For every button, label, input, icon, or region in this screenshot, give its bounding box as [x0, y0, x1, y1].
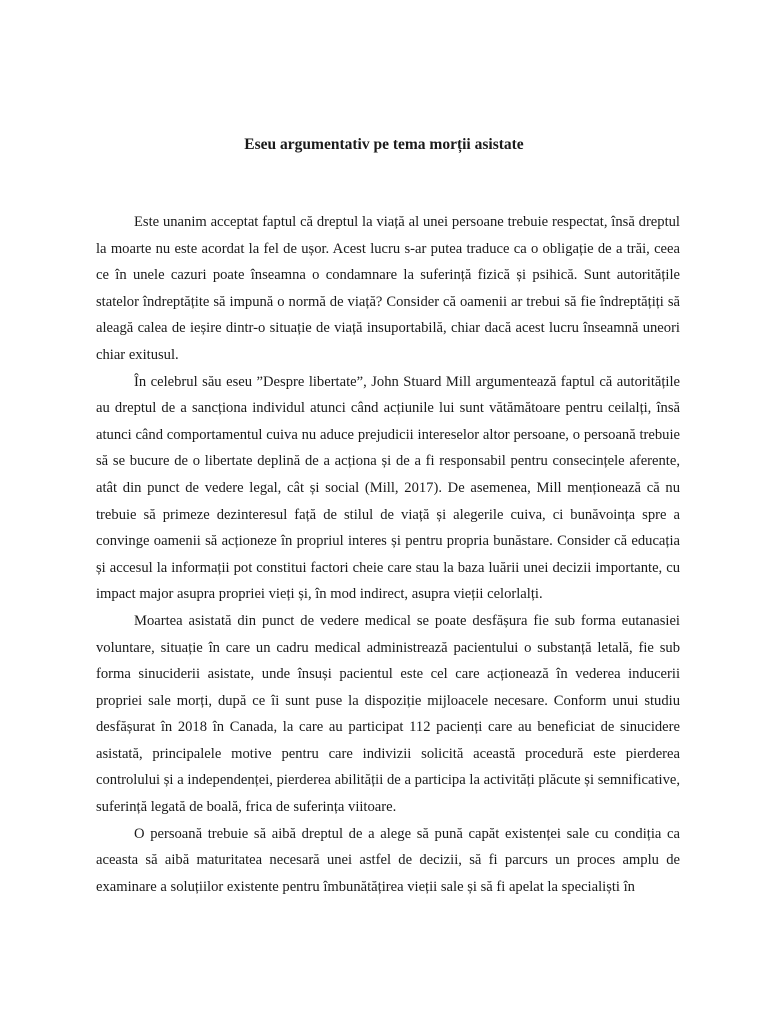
paragraph-3: Moartea asistată din punct de vedere medical se poate desfășura fie sub forma eutanasiei voluntare, situație în care un cadru medical administrează pacientului o substanță letală, fie sub forma sinuciderii asistate, unde însuși pacientul este cel care acționează în vederea inducerii propriei sale morți, după ce îi sunt puse la dispoziție mijloacele necesare. Conform unui studiu desfășurat în 2018 în Canada, la care au participat 112 pacienți care au beneficiat de sinucidere asistată, principalele motive pentru care indivizii solicită această procedură este pierderea controlului și a independenței, pierderea abilității de a participa la activități plăcute și semnificative, suferință legată de boală, frica de suferința viitoare. [96, 612, 680, 816]
essay-body [96, 209, 680, 900]
paragraph-4: O persoană trebuie să aibă dreptul de a alege să pună capăt existenței sale cu condiția ca aceasta să aibă maturitatea necesară unei astfel de decizii, să fi parcurs un proces amplu de examinare a soluțiilor existente pentru îmbunătățirea vieții sale și să fi apelat la specialiști în [96, 825, 680, 895]
paragraph-1: Este unanim acceptat faptul că dreptul la viață al unei persoane trebuie respectat, însă dreptul la moarte nu este acordat la fel de ușor. Acest lucru s-ar putea traduce ca o obligație de a trăi, ceea ce în unele cazuri poate înseamna o condamnare la suferință fizică și psihică. Sunt autoritățile statelor îndreptățite să impună o normă de viață? Consider că oamenii ar trebui să fie îndreptățiți să aleagă calea de ieșire dintr-o situație de viață insuportabilă, chiar dacă acest lucru înseamnă uneori chiar exitusul. [96, 214, 680, 363]
page-title: Eseu argumentativ pe tema morții asistate [244, 136, 524, 153]
paragraph-2: În celebrul său eseu ”Despre libertate”, John Stuard Mill argumentează faptul că autoritățile au dreptul de a sancționa individul atunci când acțiunile lui sunt vătămătoare pentru ceilalți, însă atunci când comportamentul cuiva nu aduce prejudicii intereselor altor persoane, o persoană trebuie să se bucure de o libertate deplină de a acționa și de a fi responsabil pentru consecințele aferente, atât din punct de vedere legal, cât și social (Mill, 2017). De asemenea, Mill menționează că nu trebuie să primeze dezinteresul față de stilul de viață și alegerile cuiva, ci bunăvoința spre a convinge oamenii să acționeze în propriul interes și pentru propria bunăstare. Consider că educația și accesul la informații pot constitui factori cheie care stau la baza luării unei decizii importante, cu impact major asupra propriei vieți și, în mod indirect, asupra vieții celorlalți. [96, 373, 680, 603]
